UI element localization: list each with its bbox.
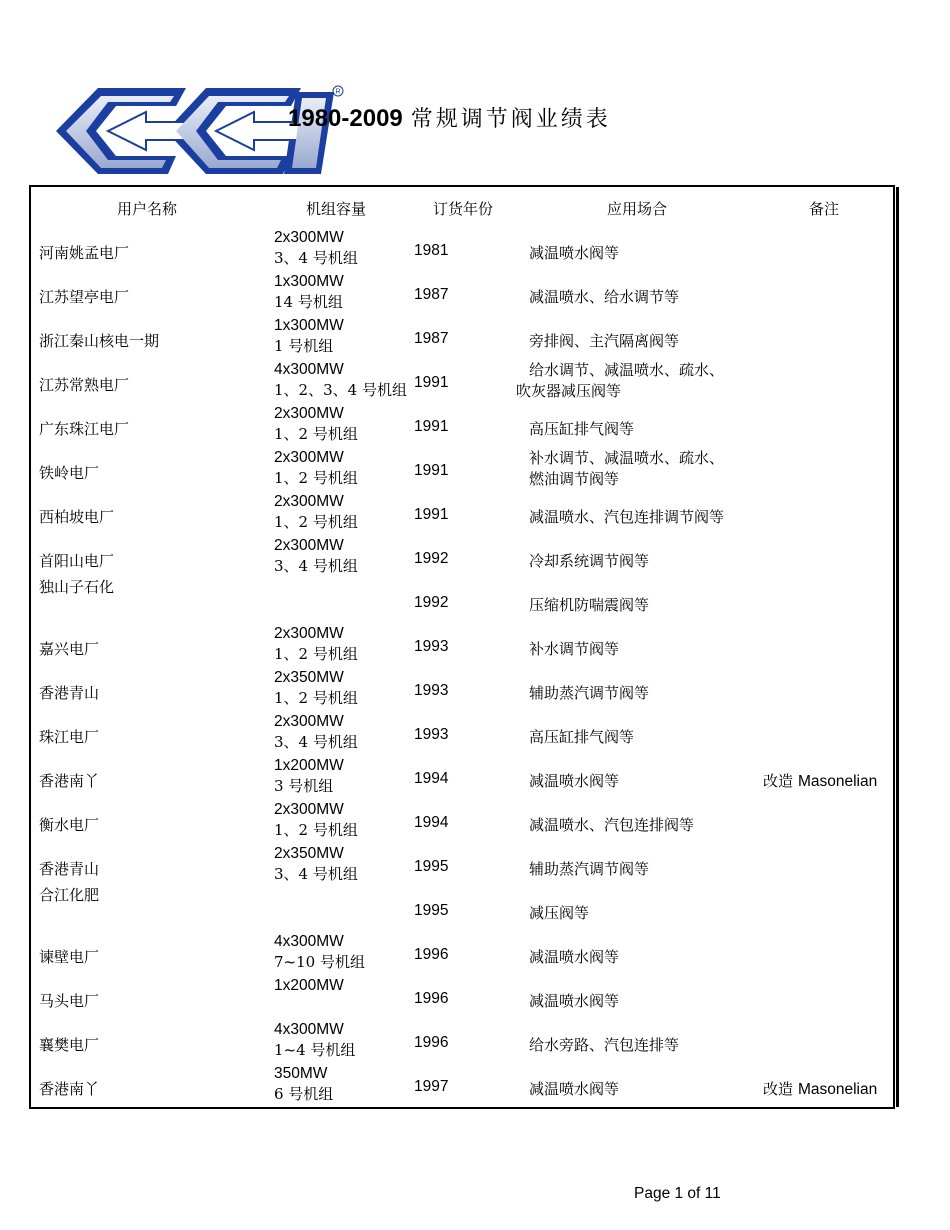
table-row	[31, 493, 893, 540]
order-year: 1995	[414, 858, 449, 875]
order-year: 1991	[414, 418, 449, 435]
order-year: 1997	[414, 1078, 449, 1095]
application: 减温喷水阀等	[529, 772, 620, 790]
order-year: 1981	[414, 242, 449, 259]
column-header-capacity: 机组容量	[305, 200, 367, 218]
table-row	[31, 405, 893, 452]
customer-name: 香港南丫	[39, 772, 100, 790]
customer-name: 衡水电厂	[39, 816, 100, 834]
application: 补水调节、减温喷水、疏水、 燃油调节阀等	[529, 449, 725, 488]
application: 辅助蒸汽调节阀等	[529, 860, 650, 878]
application: 给水旁路、汽包连排等	[529, 1036, 680, 1054]
customer-name: 江苏望亭电厂	[39, 288, 130, 306]
application: 减温喷水、汽包连排阀等	[529, 816, 695, 834]
application: 冷却系统调节阀等	[529, 552, 650, 570]
remark: 改造 Masonelian	[763, 772, 878, 790]
order-year: 1992	[414, 594, 449, 611]
customer-name: 独山子石化	[39, 578, 115, 596]
application: 压缩机防喘震阀等	[529, 596, 650, 614]
order-year: 1996	[414, 1034, 449, 1051]
capacity: 4x300MW 7~10 号机组	[274, 933, 365, 971]
customer-name: 浙江秦山核电一期	[39, 332, 160, 350]
order-year: 1996	[414, 946, 449, 963]
table-row	[31, 537, 893, 584]
customer-name: 首阳山电厂	[39, 552, 115, 570]
table-row	[31, 845, 893, 892]
order-year: 1991	[414, 374, 449, 391]
order-year: 1993	[414, 682, 449, 699]
table-row	[31, 713, 893, 760]
table-row	[31, 449, 893, 496]
page-number: Page 1 of 11	[634, 1185, 721, 1202]
application: 高压缸排气阀等	[529, 420, 635, 438]
application: 给水调节、减温喷水、疏水、 吹灰器减压阀等	[516, 361, 725, 400]
order-year: 1991	[414, 506, 449, 523]
order-year: 1992	[414, 550, 449, 567]
customer-name: 珠江电厂	[39, 728, 100, 746]
table-row	[31, 578, 893, 628]
table-row	[31, 933, 893, 980]
capacity: 2x300MW 3、4 号机组	[274, 229, 358, 267]
customer-name: 谏壁电厂	[39, 948, 100, 966]
customer-name: 江苏常熟电厂	[39, 376, 130, 394]
capacity: 2x300MW 1、2 号机组	[274, 625, 358, 663]
capacity: 350MW 6 号机组	[274, 1065, 334, 1103]
capacity: 1x300MW 14 号机组	[274, 273, 344, 311]
table-row	[31, 801, 893, 848]
application: 减温喷水阀等	[529, 992, 620, 1010]
column-header-year: 订货年份	[432, 200, 494, 218]
application: 减温喷水阀等	[529, 1080, 620, 1098]
order-year: 1995	[414, 902, 449, 919]
customer-name: 铁岭电厂	[39, 464, 100, 482]
order-year: 1994	[414, 770, 449, 787]
column-header-remarks: 备注	[808, 200, 840, 218]
application: 减温喷水、汽包连排调节阀等	[529, 508, 725, 526]
table-body	[31, 229, 893, 1112]
application: 高压缸排气阀等	[529, 728, 635, 746]
capacity: 1x200MW 3 号机组	[274, 757, 344, 795]
capacity: 2x300MW 1、2 号机组	[274, 449, 358, 487]
application: 补水调节阀等	[529, 640, 620, 658]
capacity: 2x350MW 1、2 号机组	[274, 669, 358, 707]
order-year: 1993	[414, 638, 449, 655]
customer-name: 合江化肥	[39, 886, 100, 904]
order-year: 1994	[414, 814, 449, 831]
application: 减温喷水阀等	[529, 244, 620, 262]
capacity: 2x350MW 3、4 号机组	[274, 845, 358, 883]
application: 辅助蒸汽调节阀等	[529, 684, 650, 702]
customer-name: 香港南丫	[39, 1080, 100, 1098]
table-row	[31, 361, 893, 408]
table-row	[31, 886, 893, 936]
customer-name: 香港青山	[39, 684, 100, 702]
table-row	[31, 625, 893, 672]
capacity: 2x300MW 3、4 号机组	[274, 537, 358, 575]
customer-name: 香港青山	[39, 860, 100, 878]
order-year: 1996	[414, 990, 449, 1007]
document-title	[288, 102, 611, 133]
customer-name: 襄樊电厂	[39, 1036, 100, 1054]
application: 减温喷水、给水调节等	[529, 288, 680, 306]
table-row	[31, 669, 893, 716]
customer-name: 嘉兴电厂	[39, 640, 100, 658]
customer-name: 马头电厂	[39, 992, 100, 1010]
order-year: 1991	[414, 462, 449, 479]
table-row	[31, 317, 893, 364]
customer-name: 广东珠江电厂	[39, 420, 130, 438]
table-row	[31, 1021, 893, 1068]
capacity: 2x300MW 1、2 号机组	[274, 493, 358, 531]
table-row	[31, 229, 893, 276]
customer-name: 西柏坡电厂	[39, 508, 115, 526]
table-row	[31, 977, 893, 1024]
column-header-customer: 用户名称	[116, 200, 178, 218]
application: 减温喷水阀等	[529, 948, 620, 966]
customer-name: 河南姚孟电厂	[39, 244, 130, 262]
capacity: 2x300MW 1、2 号机组	[274, 405, 358, 443]
remark: 改造 Masonelian	[763, 1080, 878, 1098]
capacity: 2x300MW 3、4 号机组	[274, 713, 358, 751]
svg-text:R: R	[335, 88, 341, 96]
table-row	[31, 757, 893, 804]
capacity: 4x300MW 1~4 号机组	[274, 1021, 356, 1059]
application: 旁排阀、主汽隔离阀等	[529, 332, 680, 350]
order-year: 1987	[414, 330, 449, 347]
application: 减压阀等	[529, 904, 590, 922]
title-text: 常规调节阀业绩表	[410, 107, 611, 132]
capacity: 1x300MW 1 号机组	[274, 317, 344, 355]
column-header-application: 应用场合	[606, 200, 668, 218]
order-year: 1987	[414, 286, 449, 303]
order-year: 1993	[414, 726, 449, 743]
capacity: 2x300MW 1、2 号机组	[274, 801, 358, 839]
table-row	[31, 1065, 893, 1112]
title-years: 1980-2009	[288, 105, 403, 132]
capacity: 1x200MW	[274, 977, 344, 994]
capacity: 4x300MW 1、2、3、4 号机组	[274, 361, 407, 399]
table-row	[31, 273, 893, 320]
